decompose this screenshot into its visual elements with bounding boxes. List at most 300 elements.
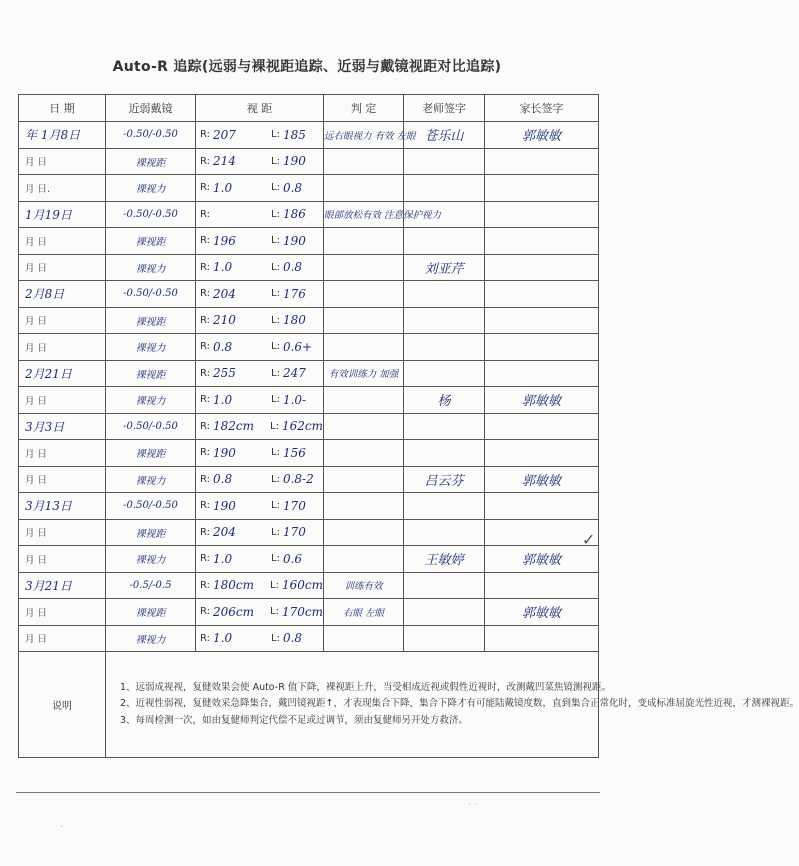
judgment-cell <box>324 334 404 361</box>
lens-cell <box>106 360 196 387</box>
notes-body <box>106 652 799 758</box>
lens-value: 裸视距 <box>135 528 166 540</box>
parent-signature-cell <box>485 413 599 440</box>
table-row <box>19 281 599 308</box>
vision-cell <box>196 360 324 387</box>
date-cell <box>19 519 106 546</box>
lens-value: -0.50/-0.50 <box>123 208 178 220</box>
judgment-text: 训练有效 <box>344 581 383 593</box>
right-eye-value: 1.0 <box>213 392 233 407</box>
parent-signature: 郭敏敏 <box>521 394 561 410</box>
teacher-signature-cell <box>404 413 485 440</box>
date-value: 月 日 <box>25 395 48 407</box>
right-eye-label: R: <box>200 235 211 247</box>
left-eye-label: L: <box>271 129 280 141</box>
left-eye-value: 185 <box>282 127 306 142</box>
table-row <box>19 440 599 467</box>
date-value: 月 日. <box>25 183 51 195</box>
lens-value: 裸视力 <box>135 475 166 487</box>
date-value: 月 日 <box>25 316 48 328</box>
header-judgment: 判 定 <box>324 95 404 122</box>
date-cell <box>19 122 106 149</box>
right-eye-label: R: <box>200 341 211 353</box>
lens-cell <box>106 387 196 414</box>
judgment-cell <box>324 360 404 387</box>
parent-signature-cell <box>485 228 599 255</box>
teacher-signature: 王敏婷 <box>424 553 464 569</box>
vision-cell <box>196 440 324 467</box>
left-eye-value: 160cm <box>281 578 323 593</box>
teacher-signature-cell <box>404 148 485 175</box>
left-eye-label: L: <box>271 341 280 353</box>
teacher-signature-cell <box>404 387 485 414</box>
vision-pair <box>196 207 323 221</box>
date-value: 月 日 <box>25 475 48 487</box>
judgment-text: 远右眼视力 有效 左眼 <box>324 130 416 142</box>
note-item: 3、每周检测一次，如由复健师判定代偿不足或过调节，须由复健师另开处方救济。 <box>120 714 469 726</box>
teacher-signature-cell <box>404 334 485 361</box>
lens-cell <box>106 307 196 334</box>
judgment-cell <box>324 493 404 520</box>
lens-cell <box>106 413 196 440</box>
teacher-signature-cell <box>404 254 485 281</box>
parent-signature: 郭敏敏 <box>521 553 561 569</box>
lens-cell <box>106 281 196 308</box>
lens-value: 裸视距 <box>135 608 166 620</box>
lens-value: 裸视距 <box>135 316 166 328</box>
left-eye-value: 156 <box>282 445 306 460</box>
lens-value: 裸视力 <box>135 555 166 567</box>
judgment-cell <box>324 175 404 202</box>
parent-signature-cell <box>485 572 599 599</box>
date-cell <box>19 599 106 626</box>
lens-cell <box>106 599 196 626</box>
parent-signature-cell <box>485 546 599 573</box>
left-eye-label: L: <box>270 606 279 618</box>
table-row <box>19 122 599 149</box>
table-row <box>19 572 599 599</box>
left-eye-value: 190 <box>282 154 306 169</box>
left-eye-label: L: <box>271 473 280 485</box>
teacher-signature-cell <box>404 201 485 228</box>
parent-signature-cell <box>485 440 599 467</box>
lens-cell <box>106 175 196 202</box>
teacher-signature: 吕云芬 <box>424 473 464 489</box>
date-cell <box>19 413 106 440</box>
right-eye-label: R: <box>200 394 211 406</box>
date-cell <box>19 493 106 520</box>
vision-pair <box>196 181 323 195</box>
parent-signature-cell <box>485 307 599 334</box>
date-cell <box>19 387 106 414</box>
lens-cell <box>106 625 196 652</box>
notes-row <box>19 652 599 758</box>
right-eye-value: 214 <box>213 154 236 169</box>
header-date: 日 期 <box>19 95 106 122</box>
parent-signature-cell <box>485 148 599 175</box>
date-cell <box>19 175 106 202</box>
left-eye-label: L: <box>271 182 280 194</box>
judgment-cell <box>324 148 404 175</box>
page-title: Auto-R 追踪(远弱与裸视距追踪、近弱与戴镜视距对比追踪) <box>112 59 502 75</box>
parent-signature-cell <box>485 387 599 414</box>
table-row <box>19 228 599 255</box>
lens-value: 裸视力 <box>135 263 166 275</box>
teacher-signature-cell <box>404 546 485 573</box>
vision-cell <box>196 122 324 149</box>
note-item: 1、远弱成视视，复健效果会使 Auto-R 值下降，裸视距上升，当受相成近视或假性近视时，改测戴凹菜焦镜测视距。 <box>120 681 611 693</box>
left-eye-label: L: <box>271 447 280 459</box>
left-eye-label: L: <box>271 288 280 300</box>
date-value: 月 日 <box>25 634 48 646</box>
parent-signature-cell <box>485 122 599 149</box>
lens-cell <box>106 519 196 546</box>
left-eye-label: L: <box>271 314 280 326</box>
date-cell <box>19 440 106 467</box>
vision-cell <box>196 148 324 175</box>
lens-cell <box>106 228 196 255</box>
right-eye-label: R: <box>200 606 211 618</box>
right-eye-value: 180cm <box>213 578 255 593</box>
vision-pair <box>196 472 323 486</box>
teacher-signature-cell <box>404 307 485 334</box>
date-value: 2月8日 <box>25 287 65 302</box>
left-eye-value: 0.6 <box>282 551 303 566</box>
lens-cell <box>106 122 196 149</box>
right-eye-value: 0.8 <box>213 472 233 487</box>
parent-signature-cell <box>485 254 599 281</box>
parent-signature: 郭敏敏 <box>521 473 561 489</box>
vision-pair <box>196 605 323 619</box>
left-eye-value: 0.6+ <box>282 339 313 354</box>
vision-cell <box>196 387 324 414</box>
right-eye-value: 190 <box>213 498 236 513</box>
date-value: 3月3日 <box>25 419 65 434</box>
judgment-text: 有效训练力 加强 <box>328 369 399 381</box>
right-eye-value: 196 <box>213 233 236 248</box>
parent-signature: 郭敏敏 <box>521 129 561 145</box>
left-eye-value: 186 <box>282 207 306 222</box>
vision-cell <box>196 175 324 202</box>
parent-signature-cell <box>485 281 599 308</box>
right-eye-value: 0.8 <box>213 339 233 354</box>
table-row <box>19 148 599 175</box>
lens-value: 裸视力 <box>135 396 166 408</box>
judgment-cell <box>324 572 404 599</box>
date-value: 年 1月8日 <box>25 128 81 143</box>
header-lens: 近弱戴镜 <box>106 95 196 122</box>
left-eye-label: L: <box>271 235 280 247</box>
judgment-cell <box>324 546 404 573</box>
left-eye-value: 170cm <box>281 604 323 619</box>
right-eye-label: R: <box>200 579 211 591</box>
vision-cell <box>196 493 324 520</box>
vision-pair <box>196 287 323 301</box>
left-eye-label: L: <box>271 155 280 167</box>
teacher-signature-cell <box>404 625 485 652</box>
teacher-signature-cell <box>404 122 485 149</box>
left-eye-value: 0.8-2 <box>282 472 314 487</box>
left-eye-value: 0.8 <box>282 260 303 275</box>
right-eye-label: R: <box>200 473 211 485</box>
table-row <box>19 599 599 626</box>
date-value: 月 日 <box>25 157 48 169</box>
table-row <box>19 546 599 573</box>
parent-signature-cell <box>485 175 599 202</box>
lens-cell <box>106 201 196 228</box>
vision-pair <box>196 525 323 539</box>
check-mark-icon: ✓ <box>582 530 596 549</box>
date-cell <box>19 228 106 255</box>
lens-cell <box>106 254 196 281</box>
notes-label: 说明 <box>19 652 106 758</box>
date-cell <box>19 307 106 334</box>
left-eye-value: 247 <box>282 366 306 381</box>
right-eye-label: R: <box>200 288 211 300</box>
table-row <box>19 519 599 546</box>
vision-pair <box>196 552 323 566</box>
header-vision: 视 距 <box>196 95 324 122</box>
lens-value: 裸视距 <box>135 449 166 461</box>
table-row <box>19 493 599 520</box>
header-row <box>19 95 599 122</box>
tracking-table <box>18 94 799 758</box>
right-eye-value: 204 <box>213 525 236 540</box>
vision-cell <box>196 254 324 281</box>
parent-signature-cell <box>485 360 599 387</box>
lens-cell <box>106 572 196 599</box>
right-eye-value: 204 <box>213 286 236 301</box>
date-cell <box>19 201 106 228</box>
teacher-signature: 刘亚芹 <box>424 261 464 277</box>
teacher-signature-cell <box>404 493 485 520</box>
table-row <box>19 413 599 440</box>
teacher-signature-cell <box>404 466 485 493</box>
vision-cell <box>196 228 324 255</box>
date-value: 3月21日 <box>25 578 72 593</box>
judgment-cell <box>324 413 404 440</box>
date-value: 月 日 <box>25 607 48 619</box>
date-cell <box>19 546 106 573</box>
lens-cell <box>106 493 196 520</box>
right-eye-value: 1.0 <box>213 551 233 566</box>
left-eye-value: 170 <box>282 498 306 513</box>
right-eye-label: R: <box>200 155 211 167</box>
right-eye-label: R: <box>200 632 211 644</box>
left-eye-value: 162cm <box>281 419 323 434</box>
teacher-signature-cell <box>404 519 485 546</box>
judgment-cell <box>324 228 404 255</box>
teacher-signature-cell <box>404 572 485 599</box>
lens-value: -0.50/-0.50 <box>123 500 178 512</box>
right-eye-label: R: <box>200 500 211 512</box>
lens-value: -0.50/-0.50 <box>123 288 178 300</box>
vision-cell <box>196 281 324 308</box>
lens-value: 裸视力 <box>135 184 166 196</box>
judgment-cell <box>324 307 404 334</box>
right-eye-value: 1.0 <box>213 180 233 195</box>
notes-list <box>106 670 799 740</box>
right-eye-value: 1.0 <box>213 631 233 646</box>
left-eye-value: 176 <box>282 286 306 301</box>
right-eye-value: 207 <box>213 127 236 142</box>
left-eye-label: L: <box>271 394 280 406</box>
date-value: 月 日 <box>25 236 48 248</box>
table-row <box>19 387 599 414</box>
right-eye-label: R: <box>200 553 211 565</box>
right-eye-value: 255 <box>213 366 236 381</box>
header-teacher: 老师签字 <box>404 95 485 122</box>
left-eye-label: L: <box>271 208 280 220</box>
left-eye-value: 170 <box>282 525 306 540</box>
note-item: 2、近视性弱视，复健效采急降集合，戴凹镜视距↑，才表现集合下降，集合下降才有可能陆戴镜度数，直到集合正常化时，变成标准屈旋光性近视，才测裸视距。 <box>120 698 799 710</box>
vision-cell <box>196 625 324 652</box>
lens-value: -0.50/-0.50 <box>123 129 178 141</box>
vision-cell <box>196 466 324 493</box>
table-row <box>19 625 599 652</box>
right-eye-value: 190 <box>213 445 236 460</box>
left-eye-label: L: <box>271 632 280 644</box>
right-eye-value: 206cm <box>213 604 255 619</box>
left-eye-label: L: <box>270 579 279 591</box>
left-eye-label: L: <box>271 553 280 565</box>
lens-value: 裸视距 <box>135 237 166 249</box>
table-row <box>19 360 599 387</box>
table-row <box>19 307 599 334</box>
right-eye-label: R: <box>200 314 211 326</box>
judgment-cell <box>324 387 404 414</box>
right-eye-label: R: <box>200 367 211 379</box>
table-row <box>19 334 599 361</box>
lens-value: 裸视距 <box>135 369 166 381</box>
left-eye-value: 190 <box>282 233 306 248</box>
teacher-signature-cell <box>404 360 485 387</box>
vision-cell <box>196 599 324 626</box>
vision-pair <box>196 128 323 142</box>
vision-pair <box>196 260 323 274</box>
lens-cell <box>106 334 196 361</box>
vision-pair <box>196 499 323 513</box>
date-cell <box>19 148 106 175</box>
right-eye-label: R: <box>200 447 211 459</box>
date-value: 月 日 <box>25 263 48 275</box>
left-eye-label: L: <box>271 500 280 512</box>
left-eye-label: L: <box>271 367 280 379</box>
parent-signature-cell <box>485 625 599 652</box>
parent-signature-cell <box>485 334 599 361</box>
date-cell <box>19 572 106 599</box>
left-eye-value: 0.8 <box>282 631 303 646</box>
vision-cell <box>196 572 324 599</box>
left-eye-value: 180 <box>282 313 306 328</box>
vision-pair <box>196 393 323 407</box>
left-eye-label: L: <box>271 261 280 273</box>
date-cell <box>19 334 106 361</box>
vision-pair <box>196 313 323 327</box>
date-value: 月 日 <box>25 448 48 460</box>
parent-signature-cell <box>485 201 599 228</box>
lens-value: -0.50/-0.50 <box>123 420 178 432</box>
date-cell <box>19 360 106 387</box>
judgment-cell <box>324 625 404 652</box>
judgment-text: 右眼 左眼 <box>342 607 385 619</box>
vision-cell <box>196 519 324 546</box>
right-eye-label: R: <box>200 526 211 538</box>
bottom-rule <box>16 792 600 793</box>
right-eye-label: R: <box>200 182 211 194</box>
right-eye-label: R: <box>200 129 211 141</box>
parent-signature-cell <box>485 599 599 626</box>
right-eye-label: R: <box>200 261 211 273</box>
teacher-signature-cell <box>404 599 485 626</box>
lens-cell <box>106 466 196 493</box>
left-eye-label: L: <box>271 526 280 538</box>
teacher-signature-cell <box>404 175 485 202</box>
vision-pair <box>196 234 323 248</box>
teacher-signature-cell <box>404 281 485 308</box>
parent-signature-cell <box>485 466 599 493</box>
right-eye-value: 182cm <box>213 419 255 434</box>
date-value: 月 日 <box>25 342 48 354</box>
left-eye-value: 1.0- <box>282 392 307 407</box>
judgment-cell <box>324 519 404 546</box>
date-cell <box>19 281 106 308</box>
teacher-signature-cell <box>404 228 485 255</box>
vision-pair <box>196 366 323 380</box>
vision-cell <box>196 201 324 228</box>
lens-value: -0.5/-0.5 <box>129 579 172 591</box>
date-cell <box>19 254 106 281</box>
table-row <box>19 175 599 202</box>
table-row <box>19 254 599 281</box>
judgment-text: 眼部放松有效 注意保护视力 <box>324 210 442 222</box>
date-cell <box>19 625 106 652</box>
vision-pair <box>196 446 323 460</box>
right-eye-label: R: <box>200 420 211 432</box>
parent-signature-cell <box>485 493 599 520</box>
date-value: 1月19日 <box>25 207 72 222</box>
lens-cell <box>106 148 196 175</box>
right-eye-value: 1.0 <box>213 260 233 275</box>
vision-cell <box>196 334 324 361</box>
judgment-cell <box>324 201 442 228</box>
scan-speck: · <box>60 822 64 833</box>
parent-signature: 郭敏敏 <box>521 606 561 622</box>
table-row <box>19 466 599 493</box>
judgment-cell <box>324 254 404 281</box>
vision-pair <box>196 578 323 592</box>
scan-speck: · · <box>468 800 478 811</box>
lens-value: 裸视距 <box>135 157 166 169</box>
lens-value: 裸视力 <box>135 343 166 355</box>
header-parent: 家长签字 <box>485 95 599 122</box>
date-value: 月 日 <box>25 528 48 540</box>
date-cell <box>19 466 106 493</box>
table-row <box>19 201 599 228</box>
judgment-cell <box>324 281 404 308</box>
right-eye-value: 210 <box>213 313 236 328</box>
left-eye-value: 0.8 <box>282 180 303 195</box>
vision-cell <box>196 413 324 440</box>
date-value: 2月21日 <box>25 366 72 381</box>
vision-cell <box>196 307 324 334</box>
vision-cell <box>196 546 324 573</box>
judgment-cell <box>324 440 404 467</box>
lens-cell <box>106 546 196 573</box>
right-eye-label: R: <box>200 208 211 220</box>
judgment-cell <box>324 122 416 149</box>
lens-cell <box>106 440 196 467</box>
